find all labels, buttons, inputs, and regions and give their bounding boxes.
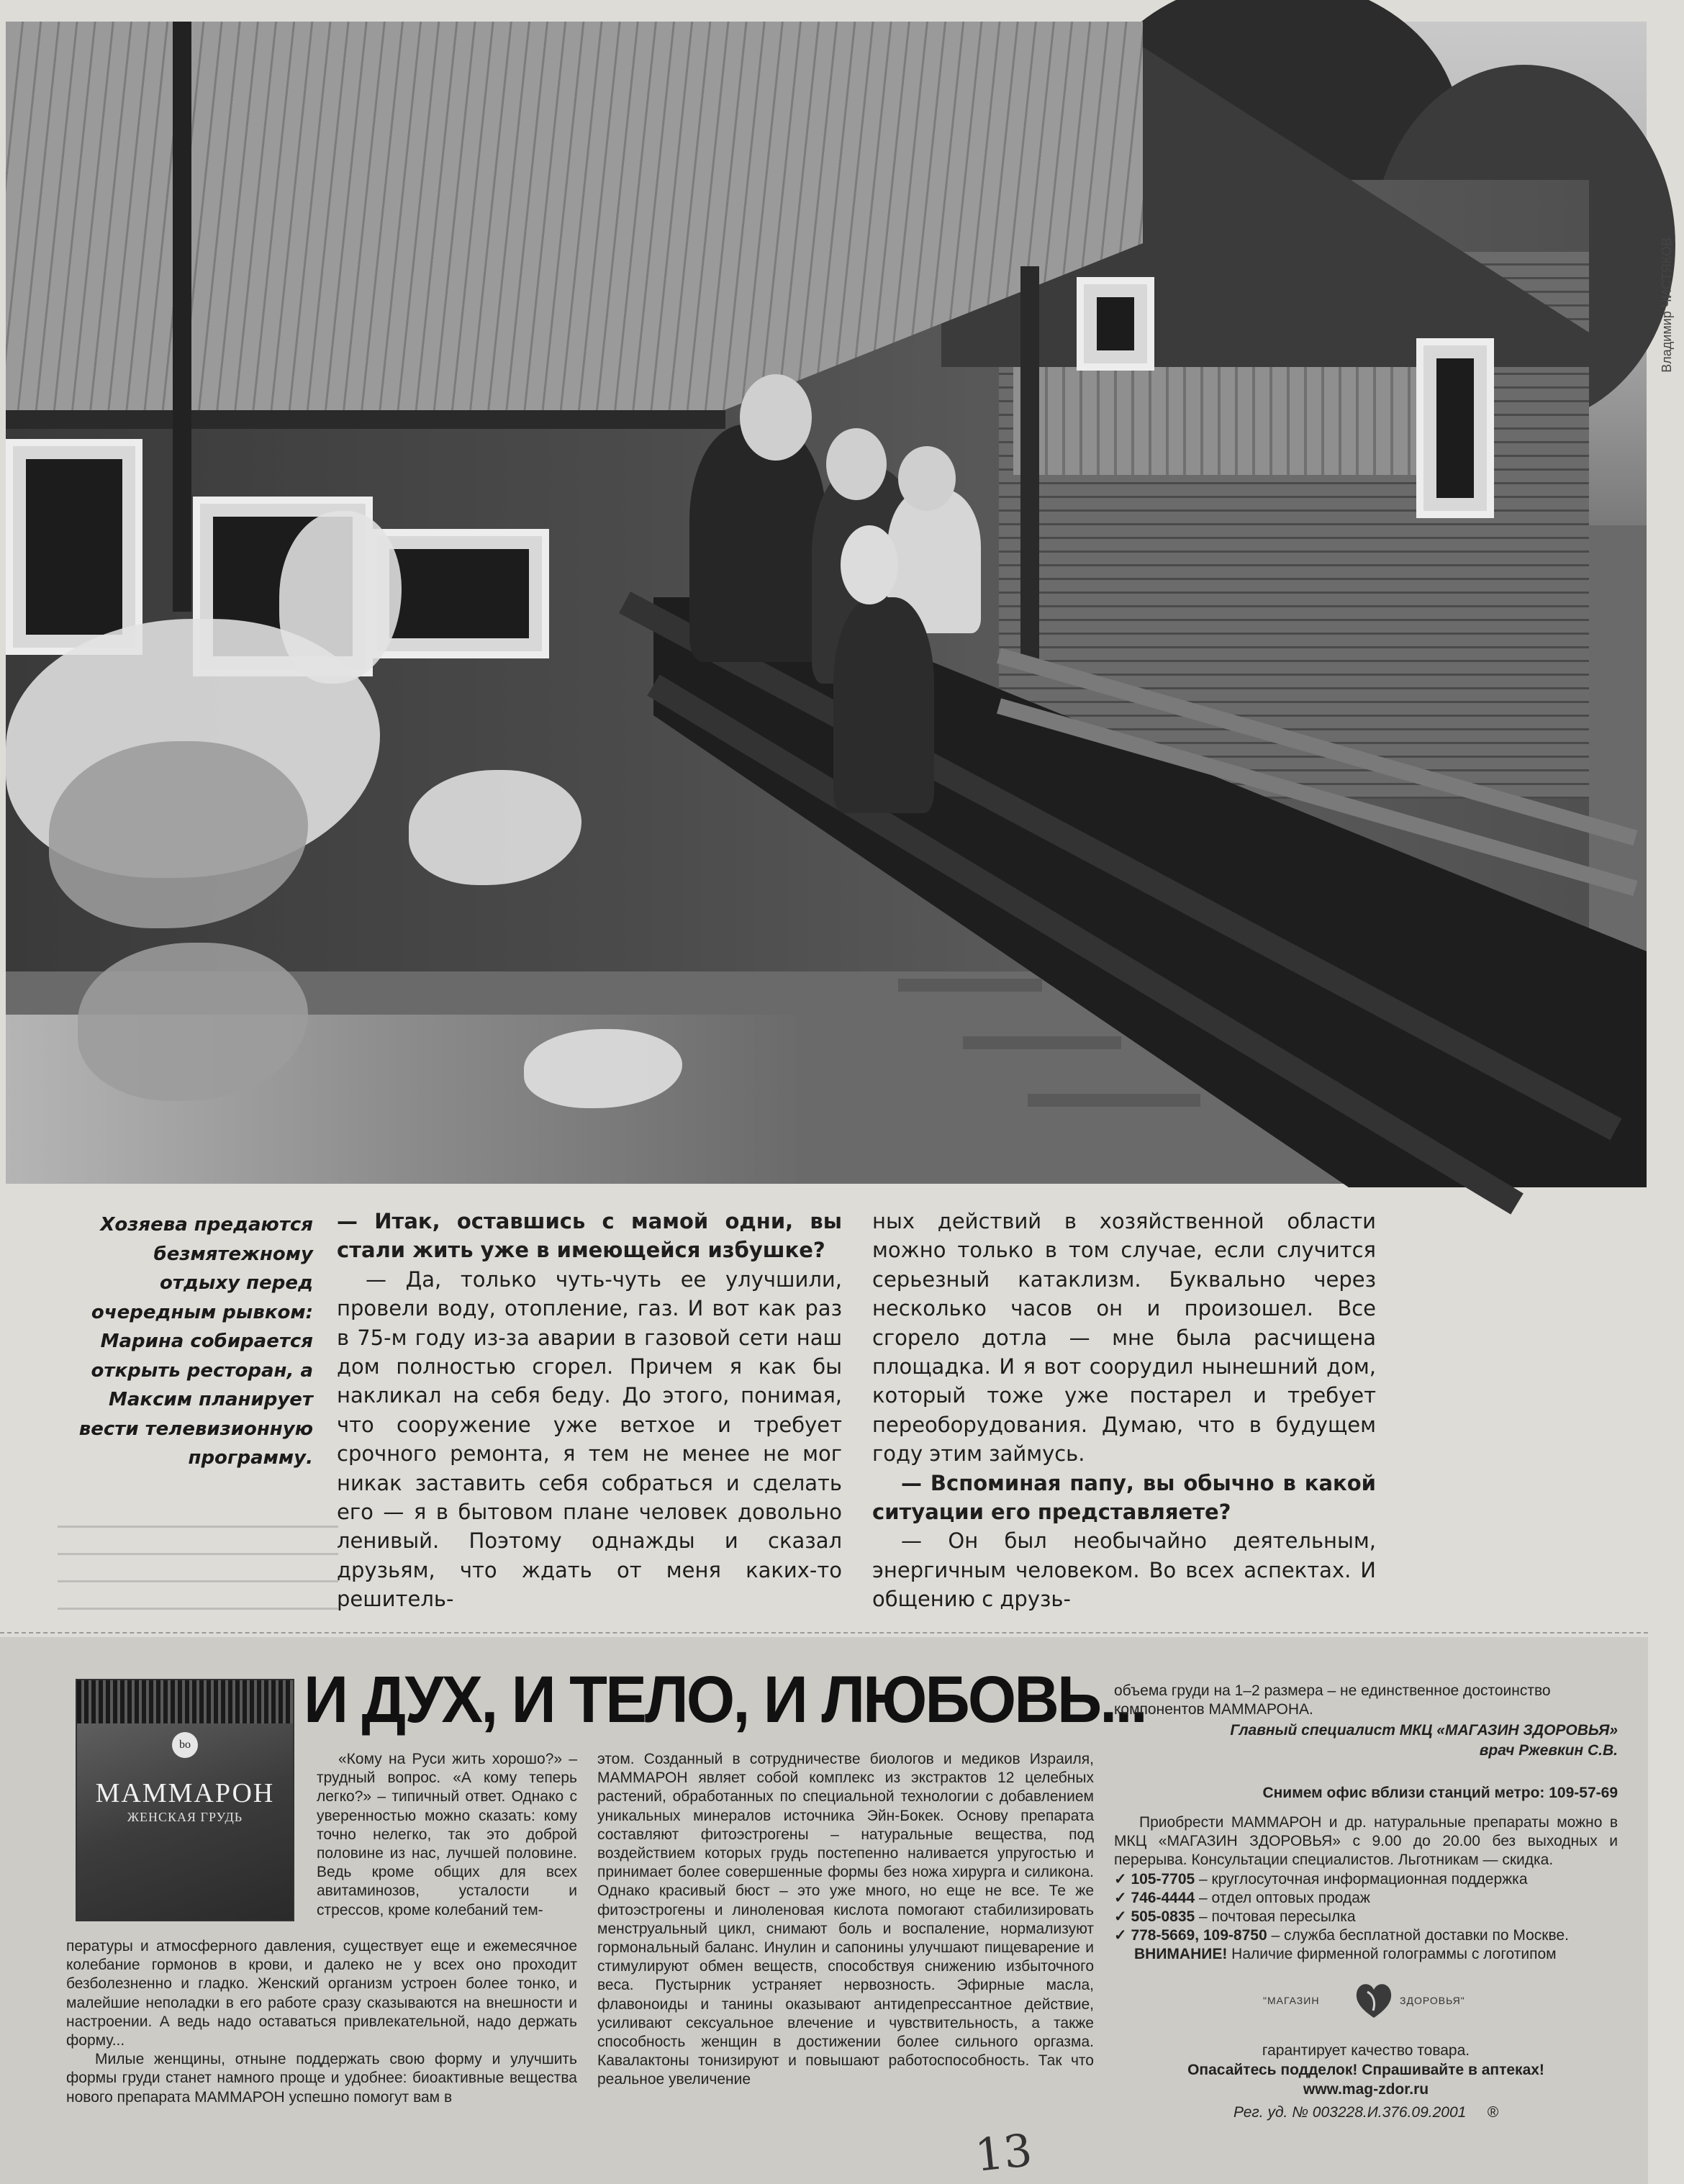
counterfeit-warning: Опасайтесь подделок! Спрашивайте в аптеках!: [1187, 2062, 1544, 2078]
article-column-1: [337, 1207, 842, 1614]
ad-column-2: этом. Созданный в сотрудничестве биологов и медиков Израиля, МАММАРОН являет собой комплекс из экстрактов 12 целебных растений, обработанных по специальной технологии с добавлением уникальных минералов источника Эйн-Бокек. Основу препарата составляют фитоэстрогены – натуральные вещества, под воздействием которых грудь постепенно наливается упругостью и принимает более совершенные формы без ножа хирурга и силикона. Однако красивый бюст – это уже много, но еще не все. Те же фитоэстрогены и линоленовая кислота помогают стабилизировать менструальный цикл, снимают боль и воспаление, нормализуют гормональный баланс. Инулин и сапонины улучшают пищеварение и стимулируют обмен веществ, способствуя снижению избыточного веса. Пустырник устраняет нервозность. Эфирные масла, флавоноиды и танины оказывают антидепрессантное действие, усиливают сексуальное влечение и чувствительность, а также способность женщин в достижении более сильного оргазма. Кавалактоны тонизируют и повышают работоспособность. Так что реальное увеличение: [597, 1751, 1094, 2088]
attention-label: ВНИМАНИЕ!: [1134, 1946, 1228, 1962]
porch-post: [173, 22, 191, 612]
phone-description: – почтовая пересылка: [1195, 1908, 1356, 1925]
guarantee-text: гарантирует качество товара.: [1262, 2042, 1470, 2059]
box-small-print: [84, 1830, 286, 1836]
specialist-signature: Главный специалист МКЦ «МАГАЗИН ЗДОРОВЬЯ»: [1230, 1722, 1618, 1739]
office-notice: Снимем офис вблизи станций метро: 109-57-69: [1262, 1785, 1618, 1801]
ad-column-1-bottom: пературы и атмосферного давления, существует еще и ежемесячное колебание гормонов в крови, и далеко не у всех оно проходит безболезненно и гладко. Женский организм устроен более тонко, и малейшие неполадки в его работе сразу сказываются на внешности и настроении. А ведь надо оставаться привлекательной, надо держать форму... Милые женщины, отныне поддержать свою форму и улучшить формы груди станет намного проще и удобнее: биоактивные вещества нового препарата МАММАРОН успешно помогут вам в: [66, 1938, 577, 2106]
box-subtitle: ЖЕНСКАЯ ГРУДЬ: [127, 1810, 243, 1824]
porch-post: [1020, 266, 1039, 669]
upper-window: [1077, 277, 1154, 371]
family-house-photo: [6, 22, 1674, 1184]
box-logo: bo: [172, 1732, 198, 1758]
box-pattern: [77, 1680, 293, 1723]
ad-column-1-top: «Кому на Руси жить хорошо?» – трудный вопрос. «А кому теперь легко?» – типичный ответ. Однако с уверенностью можно сказать: кому точно нелегко, так это доброй половине из нас, лучшей половине. Ведь кроме общих для всех авитаминозов, усталости и стрессов, кроме колебаний тем-: [317, 1751, 577, 1918]
phone-line: [1114, 1908, 1618, 1926]
girl-face: [841, 525, 898, 604]
store-logo-text-right: ЗДОРОВЬЯ": [1400, 1995, 1465, 2006]
phone-number: 105-7705: [1131, 1871, 1195, 1888]
cut-line: [0, 1632, 1648, 1634]
ad-headline: И ДУХ, И ТЕЛО, И ЛЮБОВЬ...: [304, 1663, 1146, 1736]
photo-credit: Владимир ЧИСТЯКОВ: [1660, 237, 1674, 373]
interview-answer: — Да, только чуть-чуть ее улучшили, провели воду, отопление, газ. И вот как раз в 75-м году из-за аварии в газовой сети наш дом полностью сгорел. Причем я как бы накликал на себя беду. До этого, понимая, что сооружение уже ветхое и требует срочного ремонта, я тем не менее не мог никак заставить себя собраться и сделать его — я в бытовом плане человек довольно ленивый. Поэтому однажды и сказал друзьям, что ждать от меня каких-то решитель-: [337, 1267, 842, 1612]
buy-info: Приобрести МАММАРОН и др. натуральные препараты можно в МКЦ «МАГАЗИН ЗДОРОВЬЯ» с 9.00 до 20.00 без выходных и перерыва. Консультации специалистов. Льготникам — скидка.: [1114, 1814, 1618, 1869]
store-logo-text-left: "МАГАЗИН: [1263, 1995, 1320, 2006]
baby-face: [898, 446, 956, 511]
side-window: [1416, 338, 1494, 518]
store-logo: [1263, 1980, 1486, 2021]
stair-step: [1028, 1094, 1200, 1107]
porch-window: [6, 439, 142, 655]
ad-column-3-intro: объема груди на 1–2 размера – не единственное достоинство компонентов МАММАРОНА.: [1114, 1682, 1551, 1718]
box-brand: МАММАРОН: [95, 1778, 275, 1808]
attention-text: Наличие фирменной голограммы с логотипом: [1227, 1946, 1557, 1962]
phone-number: 505-0835: [1131, 1908, 1195, 1925]
man: [689, 425, 826, 662]
box-footer: [84, 1896, 286, 1908]
phone-line: [1114, 1889, 1618, 1908]
interview-answer: — Он был необычайно деятельным, энергичным человеком. Во всех аспектах. И общению с друзь-: [872, 1528, 1376, 1612]
balcony: [1013, 367, 1416, 475]
stair-step: [898, 979, 1042, 992]
heart-icon: [1353, 1980, 1395, 2021]
phone-number: 778-5669, 109-8750: [1131, 1927, 1267, 1944]
phone-description: – отдел оптовых продаж: [1195, 1890, 1370, 1906]
stair-step: [963, 1036, 1121, 1049]
phone-line: [1114, 1870, 1618, 1889]
photo-caption: Хозяева предаются безмятежному отдыху перед очередным рывком: Марина собирается открыть ресторан, а Максим планирует вести телевизионную программу.: [78, 1214, 313, 1469]
phone-description: – круглосуточная информационная поддержка: [1195, 1871, 1528, 1888]
roof-edge: [6, 410, 725, 429]
doctor-signature: врач Ржевкин С.В.: [1479, 1742, 1618, 1759]
check-icon: ✓: [1114, 1908, 1127, 1925]
attention-line: [1114, 1945, 1638, 1964]
article-column-2: [872, 1207, 1376, 1614]
phone-description: – служба бесплатной доставки по Москве.: [1267, 1927, 1569, 1944]
check-icon: ✓: [1114, 1871, 1127, 1888]
woman-face: [826, 428, 887, 500]
girl: [833, 597, 934, 813]
interview-answer: ных действий в хозяйственной области можно только в том случае, если случится серьезный катаклизм. Буквально через несколько часов он и произошел. Все сгорело дотла — мне была расчищена площадка. И я вот соорудил нынешний дом, который тоже уже постарел и требует переоборудования. Думаю, что в будущем году этим займусь.: [872, 1209, 1376, 1467]
registered-mark: ®: [1487, 2104, 1499, 2121]
man-face: [740, 374, 812, 461]
interview-question: — Вспоминая папу, вы обычно в какой ситуации его представляете?: [872, 1470, 1376, 1525]
product-box-image: [76, 1679, 294, 1921]
handwritten-page-number: 13: [972, 2124, 1035, 2182]
phone-line: [1114, 1926, 1618, 1945]
interview-question: — Итак, оставшись с мамой одни, вы стали жить уже в имеющейся избушке?: [337, 1209, 842, 1263]
show-through-text: [58, 1526, 338, 1612]
check-icon: ✓: [1114, 1890, 1127, 1906]
registration-number: Рег. уд. № 003228.И.376.09.2001 ®: [1233, 2104, 1499, 2121]
website-link[interactable]: www.mag-zdor.ru: [1303, 2081, 1429, 2098]
phone-number: 746-4444: [1131, 1890, 1195, 1906]
check-icon: ✓: [1114, 1927, 1127, 1944]
